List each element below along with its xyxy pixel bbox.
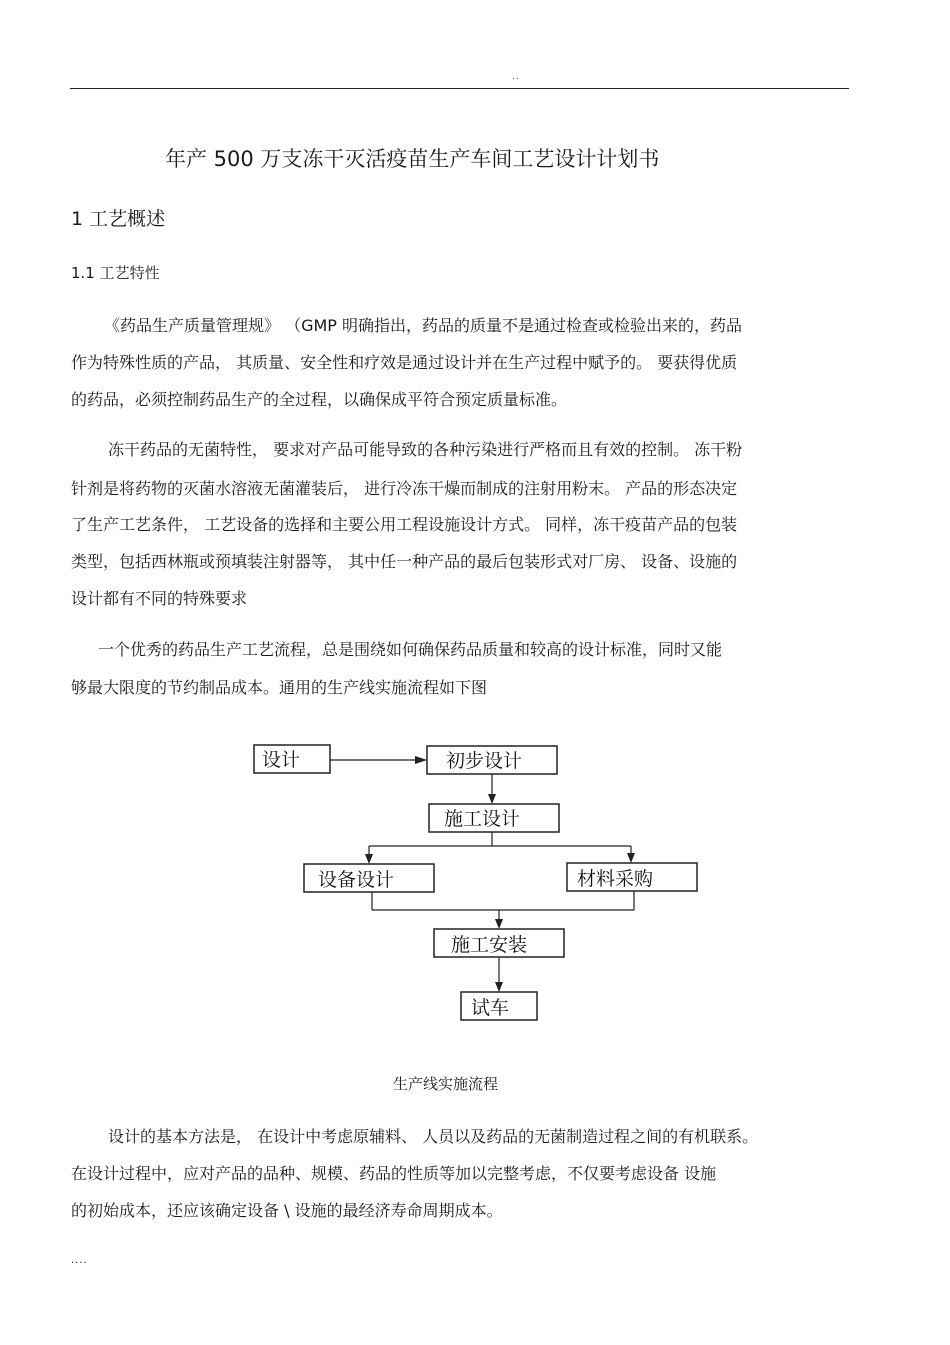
flow-arrow [495, 919, 503, 929]
paragraph-2-line-4: 类型，包括西林瓶或预填装注射器等， 其中任一种产品的最后包装形式对厂房、 设备、设施的 [71, 552, 738, 571]
section-heading-1: 1 工艺概述 [71, 208, 166, 230]
paragraph-2-line-2: 针剂是将药物的灭菌水溶液无菌灌装后， 进行冷冻干燥而制成的注射用粉末。 产品的形态决定 [71, 479, 738, 498]
flowchart-caption: 生产线实施流程 [393, 1075, 499, 1093]
flow-node-construct-design: 施工设计 [444, 808, 521, 830]
paragraph-1-line-2: 作为特殊性质的产品， 其质量、安全性和疗效是通过设计并在生产过程中赋予的。 要获得优质 [71, 353, 738, 372]
section-heading-1-1: 1.1 工艺特性 [71, 264, 160, 282]
flow-node-prelim: 初步设计 [446, 750, 523, 772]
flow-node-material: 材料采购 [577, 868, 654, 890]
flow-node-equip-design: 设备设计 [318, 869, 395, 891]
header-mark: .. [512, 72, 520, 82]
paragraph-2-line-1: 冻干药品的无菌特性， 要求对产品可能导致的各种污染进行严格而且有效的控制。 冻干粉 [108, 440, 743, 459]
document-title: 年产 500 万支冻干灭活疫苗生产车间工艺设计计划书 [165, 147, 660, 171]
paragraph-3-line-2: 够最大限度的节约制品成本。通用的生产线实施流程如下图 [71, 678, 488, 697]
flow-node-design: 设计 [262, 749, 301, 771]
flow-arrow [415, 756, 427, 764]
paragraph-4-line-1: 设计的基本方法是， 在设计中考虑原辅料、 人员以及药品的无菌制造过程之间的有机联系。 [108, 1127, 759, 1146]
paragraph-4-line-2: 在设计过程中，应对产品的品种、规模、药品的性质等加以完整考虑，不仅要考虑设备 设施 [71, 1164, 717, 1183]
paragraph-1-line-3: 的药品，必须控制药品生产的全过程，以确保成平符合预定质量标准。 [71, 390, 568, 409]
flow-arrow [627, 853, 635, 863]
flow-arrow [495, 982, 503, 992]
paragraph-2-line-3: 了生产工艺条件， 工艺设备的选择和主要公用工程设施设计方式。 同样，冻干疫苗产品的包装 [71, 515, 738, 534]
flow-node-trial: 试车 [471, 997, 510, 1019]
paragraph-4-line-3: 的初始成本，还应该确定设备 \ 设施的最经济寿命周期成本。 [71, 1201, 503, 1220]
flow-node-install: 施工安装 [451, 934, 528, 956]
paragraph-1-line-1: 《药品生产质量管理规》 （GMP 明确指出，药品的质量不是通过检查或检验出来的，药品 [104, 316, 743, 335]
flow-arrow [488, 794, 496, 804]
footer-mark: .... [71, 1255, 88, 1266]
paragraph-3-line-1: 一个优秀的药品生产工艺流程，总是围绕如何确保药品质量和较高的设计标准，同时又能 [98, 640, 723, 659]
paragraph-2-line-5: 设计都有不同的特殊要求 [71, 589, 248, 608]
flow-arrow [365, 854, 373, 864]
